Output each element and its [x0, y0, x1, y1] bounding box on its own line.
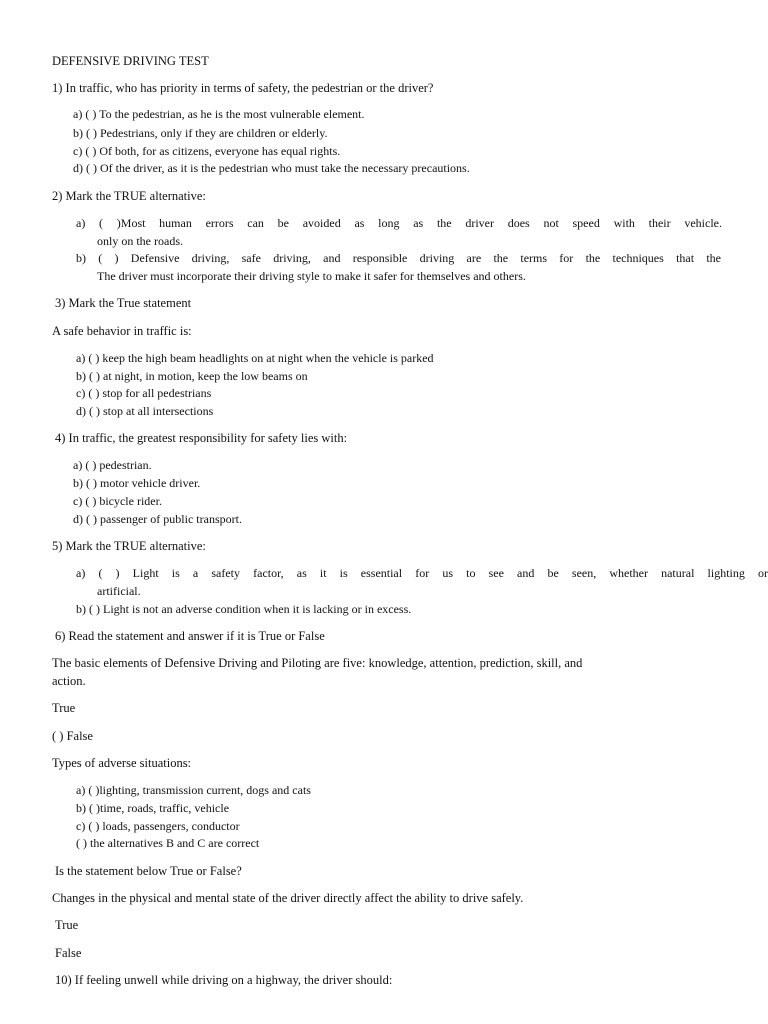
- q2-option-a-line2: only on the roads.: [97, 234, 183, 248]
- question-3: 3) Mark the True statement: [55, 296, 192, 310]
- q4-option-b: b) ( ) motor vehicle driver.: [73, 476, 201, 490]
- page-title: DEFENSIVE DRIVING TEST: [52, 54, 209, 68]
- q9-true-option: True: [55, 918, 79, 932]
- question-10: 10) If feeling unwell while driving on a highway, the driver should:: [55, 973, 393, 987]
- q6-statement-line1: The basic elements of Defensive Driving and Piloting are five: knowledge, attention, prediction, skill, and: [52, 656, 583, 670]
- q9-false-option: False: [55, 946, 82, 960]
- q1-option-c: c) ( ) Of both, for as citizens, everyone has equal rights.: [73, 144, 341, 158]
- q3-option-a: a) ( ) keep the high beam headlights on at night when the vehicle is parked: [76, 351, 434, 365]
- q2-option-a-line1: a) ( )Most human errors can be avoided as long as the driver does not speed with their vehicle.: [76, 216, 722, 230]
- question-6: 6) Read the statement and answer if it is True or False: [55, 629, 325, 643]
- q1-option-a: a) ( ) To the pedestrian, as he is the most vulnerable element.: [73, 107, 365, 121]
- q3-prompt: A safe behavior in traffic is:: [52, 324, 192, 338]
- q7-option-b: b) ( )time, roads, traffic, vehicle: [76, 801, 230, 815]
- q1-option-b: b) ( ) Pedestrians, only if they are children or elderly.: [73, 126, 328, 140]
- q3-option-c: c) ( ) stop for all pedestrians: [76, 386, 212, 400]
- q7-prompt: Types of adverse situations:: [52, 756, 192, 770]
- q6-false-option: ( ) False: [52, 729, 93, 743]
- q5-option-b: b) ( ) Light is not an adverse condition when it is lacking or in excess.: [76, 602, 412, 616]
- q2-option-b-line2: The driver must incorporate their driving style to make it safer for themselves and others.: [97, 269, 526, 283]
- question-9: Is the statement below True or False?: [55, 864, 242, 878]
- question-1: 1) In traffic, who has priority in terms of safety, the pedestrian or the driver?: [52, 81, 434, 95]
- q5-option-a-line2: artificial.: [97, 584, 141, 598]
- q9-statement: Changes in the physical and mental state of the driver directly affect the ability to drive safely.: [52, 891, 524, 905]
- question-5: 5) Mark the TRUE alternative:: [52, 539, 206, 553]
- q4-option-a: a) ( ) pedestrian.: [73, 458, 152, 472]
- q6-statement-line2: action.: [52, 674, 86, 688]
- q1-option-d: d) ( ) Of the driver, as it is the pedestrian who must take the necessary precautions.: [73, 161, 470, 175]
- q7-option-c: c) ( ) loads, passengers, conductor: [76, 819, 240, 833]
- q5-option-a-line1: a) ( ) Light is a safety factor, as it is essential for us to see and be seen, whether natural lighting or: [76, 566, 768, 580]
- q4-option-c: c) ( ) bicycle rider.: [73, 494, 162, 508]
- question-4: 4) In traffic, the greatest responsibility for safety lies with:: [55, 431, 348, 445]
- q3-option-d: d) ( ) stop at all intersections: [76, 404, 214, 418]
- q7-option-a: a) ( )lighting, transmission current, dogs and cats: [76, 783, 311, 797]
- q4-option-d: d) ( ) passenger of public transport.: [73, 512, 242, 526]
- question-2: 2) Mark the TRUE alternative:: [52, 189, 206, 203]
- q3-option-b: b) ( ) at night, in motion, keep the low beams on: [76, 369, 308, 383]
- q2-option-b-line1: b) ( ) Defensive driving, safe driving, and responsible driving are the terms for the techniques that the: [76, 251, 721, 265]
- q7-option-d: ( ) the alternatives B and C are correct: [76, 836, 260, 850]
- q6-true-option: True: [52, 701, 76, 715]
